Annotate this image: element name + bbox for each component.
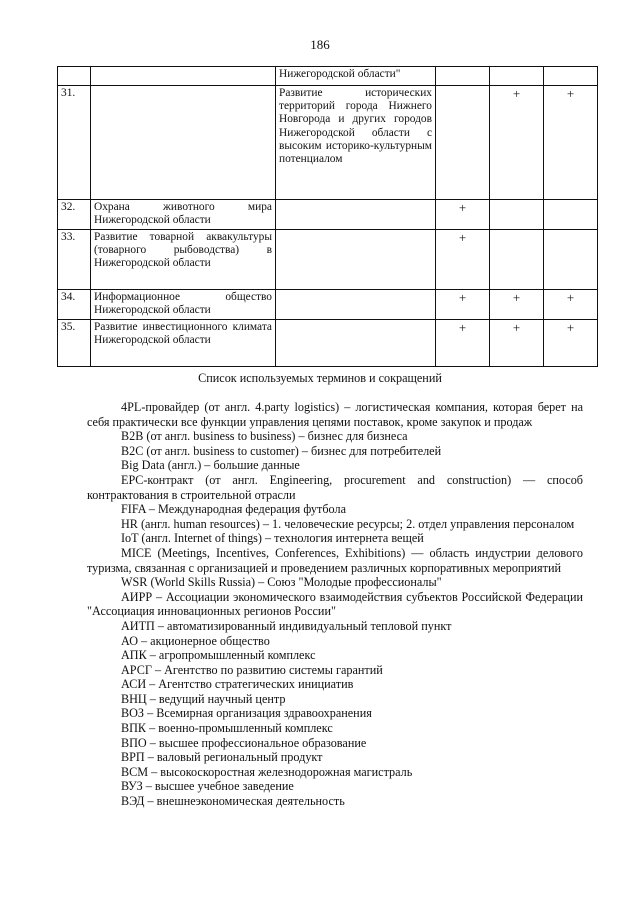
- table-row: [58, 290, 598, 320]
- mark-cell: +: [544, 290, 598, 320]
- glossary-entry: 4PL-провайдер (от англ. 4.party logistics) – логистическая компания, которая берет на себя практически все функции управления цепями поставок, кроме закупок и продаж: [87, 400, 583, 429]
- row-number-cell: 33.: [58, 230, 91, 290]
- glossary-entry: АИРР – Ассоциации экономического взаимодействия субъектов Российской Федерации "Ассоциация инновационных регионов России": [87, 589, 583, 619]
- glossary-entry: FIFA – Международная федерация футбола: [121, 502, 346, 517]
- mark-cell: [436, 67, 490, 86]
- table-row: [58, 67, 598, 86]
- mark-cell: +: [436, 230, 490, 290]
- subprogram-name-cell: [276, 290, 436, 320]
- glossary-entry: EPC-контракт (от англ. Engineering, procurement and construction) — способ контрактования в строительной отрасли: [87, 472, 583, 502]
- row-number-cell: 34.: [58, 290, 91, 320]
- glossary-entry: ВПК – военно-промышленный комплекс: [121, 721, 333, 736]
- glossary-entry: HR (англ. human resources) – 1. человеческие ресурсы; 2. отдел управления персоналом: [121, 516, 575, 531]
- page-number: 186: [310, 37, 330, 52]
- mark-cell: +: [544, 86, 598, 200]
- program-name-cell: Охрана животного мира Нижегородской области: [91, 200, 276, 230]
- table-row: [58, 86, 598, 200]
- program-name-cell: Информационное общество Нижегородской области: [91, 290, 276, 320]
- table-row: [58, 230, 598, 290]
- glossary-entry: B2B (от англ. business to business) – бизнес для бизнеса: [121, 429, 408, 444]
- glossary-entry: ВУЗ – высшее учебное заведение: [121, 779, 294, 794]
- glossary-entry: ВЭД – внешнеэкономическая деятельность: [121, 794, 345, 809]
- row-number-cell: 32.: [58, 200, 91, 230]
- mark-cell: [544, 67, 598, 86]
- mark-cell: +: [436, 290, 490, 320]
- program-name-cell: [91, 67, 276, 86]
- glossary-entry: MICE (Meetings, Incentives, Conferences, Exhibitions) — область индустрии делового туризма, связанная с организацией и проведением различных корпоративных мероприятий: [87, 545, 583, 575]
- glossary-entry: АИТП – автоматизированный индивидуальный тепловой пункт: [121, 618, 452, 633]
- programs-table: [57, 66, 598, 367]
- mark-cell: +: [544, 320, 598, 367]
- program-name-cell: Развитие товарной аквакультуры (товарного рыбоводства) в Нижегородской области: [91, 230, 276, 290]
- glossary-entry: Big Data (англ.) – большие данные: [121, 458, 300, 473]
- mark-cell: +: [490, 86, 544, 200]
- glossary-entry: АО – акционерное общество: [121, 633, 270, 648]
- row-number-cell: 31.: [58, 86, 91, 200]
- row-number-cell: [58, 67, 91, 86]
- program-name-cell: Развитие инвестиционного климата Нижегородской области: [91, 320, 276, 367]
- mark-cell: [490, 67, 544, 86]
- mark-cell: +: [490, 320, 544, 367]
- mark-cell: [490, 200, 544, 230]
- subprogram-name-cell: [276, 230, 436, 290]
- table-row: [58, 320, 598, 367]
- glossary-entry: ВРП – валовый региональный продукт: [121, 750, 323, 765]
- glossary-entry: АСИ – Агентство стратегических инициатив: [121, 677, 354, 692]
- glossary-entry: ВНЦ – ведущий научный центр: [121, 691, 286, 706]
- glossary-entry: АПК – агропромышленный комплекс: [121, 648, 316, 663]
- subprogram-name-cell: [276, 320, 436, 367]
- mark-cell: [436, 86, 490, 200]
- subprogram-name-cell: Нижегородской области": [276, 67, 436, 86]
- mark-cell: [490, 230, 544, 290]
- mark-cell: +: [436, 320, 490, 367]
- program-name-cell: [91, 86, 276, 200]
- mark-cell: +: [490, 290, 544, 320]
- glossary-entry: ВСМ – высокоскоростная железнодорожная магистраль: [121, 764, 413, 779]
- glossary-entry: WSR (World Skills Russia) – Союз "Молодые профессионалы": [121, 575, 442, 590]
- glossary-title: Список используемых терминов и сокращений: [198, 371, 442, 385]
- table-row: [58, 200, 598, 230]
- glossary-entry: ВОЗ – Всемирная организация здравоохранения: [121, 706, 372, 721]
- mark-cell: [544, 200, 598, 230]
- glossary-entry: ВПО – высшее профессиональное образование: [121, 735, 367, 750]
- row-number-cell: 35.: [58, 320, 91, 367]
- glossary-entry: IoT (англ. Internet of things) – технология интернета вещей: [121, 531, 424, 546]
- glossary-entry: АРСГ – Агентство по развитию системы гарантий: [121, 662, 383, 677]
- glossary-list: [87, 400, 583, 809]
- glossary-entry: B2C (от англ. business to customer) – бизнес для потребителей: [121, 443, 442, 458]
- mark-cell: [544, 230, 598, 290]
- mark-cell: +: [436, 200, 490, 230]
- subprogram-name-cell: [276, 200, 436, 230]
- subprogram-name-cell: Развитие исторических территорий города Нижнего Новгорода и других городов Нижегородской области с высоким историко-культурным потенциалом: [276, 86, 436, 200]
